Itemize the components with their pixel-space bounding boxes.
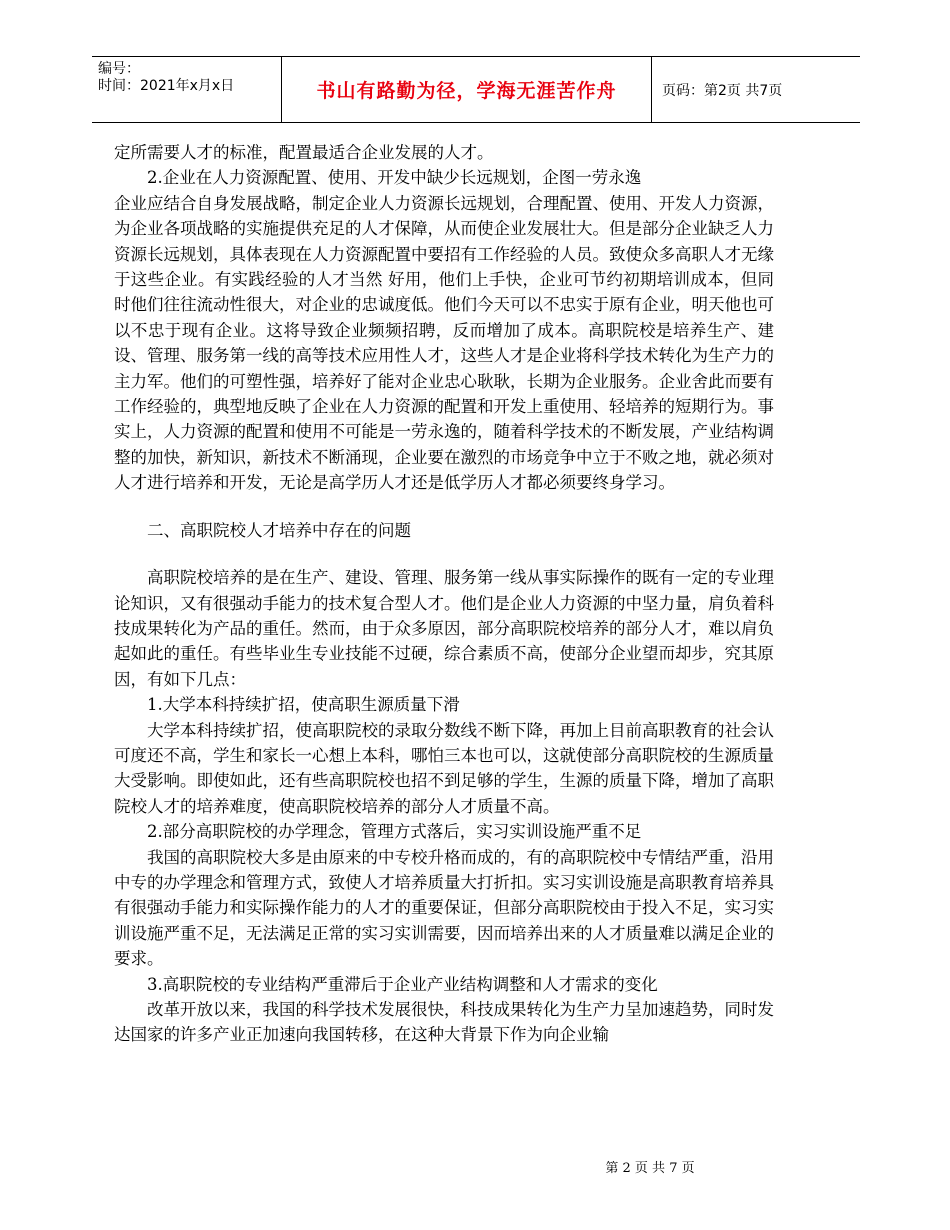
body-paragraph: 大学本科持续扩招，使高职院校的录取分数线不断下降，再加上目前高职教育的社会认可度还不高，学生和家长一心想上本科，哪怕三本也可以，这就使部分高职院校的生源质量大受影响。即使如此，还有些高职院校也招不到足够的学生，生源的质量下降，增加了高职院校人才的培养难度，使高职院校培养的部分人才质量不高。 [114,720,774,816]
document-number-label: 编号： [98,61,140,77]
body-paragraph: 我国的高职院校大多是由原来的中专校升格而成的，有的高职院校中专情结严重，沿用中专的办学理念和管理方式，致使人才培养质量大打折扣。实习实训设施是高职教育培养具有很强动手能力和实际操作能力的人才的重要保证，但部分高职院校由于投入不足，实习实训设施严重不足，无法满足正常的实习实训需要，因而培养出来的人才质量难以满足企业的要求。 [114,847,774,969]
section-heading: 二、高职院校人才培养中存在的问题 [147,520,411,540]
subheading: 2.企业在人力资源配置、使用、开发中缺少长远规划，企图一劳永逸 [147,168,642,188]
body-paragraph: 定所需要人才的标准，配置最适合企业发展的人才。 [114,143,494,162]
document-body [114,140,774,1048]
page-header [92,56,860,123]
header-page-number: 页码：第2页 共7页 [662,82,783,99]
body-paragraph: 高职院校培养的是在生产、建设、管理、服务第一线从事实际操作的既有一定的专业理论知识，又有很强动手能力的技术复合型人才。他们是企业人力资源的中坚力量，肩负着科技成果转化为产品的重任。然而，由于众多原因，部分高职院校培养的部分人才，难以肩负起如此的重任。有些毕业生专业技能不过硬，综合素质不高，使部分企业望而却步，究其原因，有如下几点： [114,568,774,689]
subheading: 3.高职院校的专业结构严重滞后于企业产业结构调整和人才需求的变化 [147,974,658,994]
header-meta [92,57,282,122]
subheading: 1.大学本科持续扩招，使高职生源质量下滑 [147,695,460,715]
subheading: 2.部分高职院校的办学理念，管理方式落后，实习实训设施严重不足 [147,822,642,842]
header-motto: 书山有路勤为径，学海无涯苦作舟 [282,57,652,122]
document-time-label: 时间：2021年x月x日 [98,78,235,94]
body-paragraph: 改革开放以来，我国的科学技术发展很快，科技成果转化为生产力呈加速趋势，同时发达国家的许多产业正加速向我国转移，在这种大背景下作为向企业输 [114,1000,774,1045]
body-paragraph: 企业应结合自身发展战略，制定企业人力资源长远规划，合理配置、使用、开发人力资源，为企业各项战略的实施提供充足的人才保障，从而使企业发展壮大。但是部分企业缺乏人力资源长远规划，具体表现在人力资源配置中要招有工作经验的人员。致使众多高职人才无缘于这些企业。有实践经验的人才当然 好用，他们上手快，企业可节约初期培训成本，但同时他们往往流动性很大，对企业的忠诚度低。他们今天可以不忠实于原有企业，明天他也可以不忠于现有企业。这将导致企业频频招聘，反而增加了成本。高职院校是培养生产、建设、管理、服务第一线的高等技术应用性人才，这些人才是企业将科学技术转化为生产力的主力军。他们的可塑性强，培养好了能对企业忠心耿耿，长期为企业服务。企业舍此而要有工作经验的，典型地反映了企业在人力资源的配置和开发上重使用、轻培养的短期行为。事实上，人力资源的配置和使用不可能是一劳永逸的，随着科学技术的不断发展，产业结构调整的加快，新知识，新技术不断涌现，企业要在激烈的市场竞争中立于不败之地，就必须对人才进行培养和开发，无论是高学历人才还是低学历人才都必须要终身学习。 [114,193,774,493]
page-footer: 第 2 页 共 7 页 [605,1161,695,1176]
